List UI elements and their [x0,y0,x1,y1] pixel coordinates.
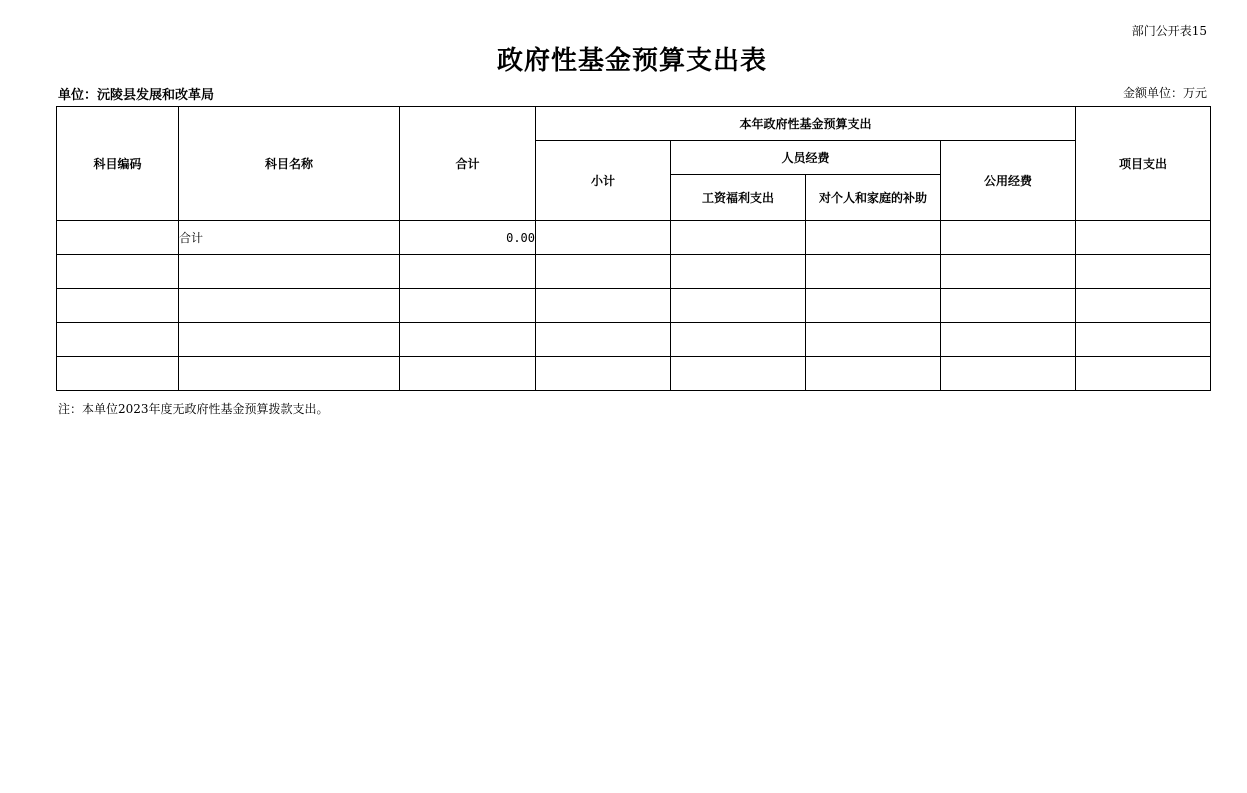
cell-subsidy [806,255,941,289]
table-row [57,357,1211,391]
cell-code [57,323,179,357]
cell-subsidy [806,289,941,323]
header-current-year-expense: 本年政府性基金预算支出 [536,107,1076,141]
cell-project [1076,357,1211,391]
cell-subsidy [806,357,941,391]
cell-total [400,357,536,391]
cell-total [400,323,536,357]
header-public-expense: 公用经费 [941,141,1076,221]
cell-name [179,289,400,323]
cell-project [1076,323,1211,357]
cell-code [57,221,179,255]
cell-code [57,255,179,289]
cell-total [400,289,536,323]
table-row [57,255,1211,289]
header-wages-welfare: 工资福利支出 [671,175,806,221]
cell-code [57,289,179,323]
cell-public [941,357,1076,391]
header-personnel-expense: 人员经费 [671,141,941,175]
cell-subtotal [536,357,671,391]
table-row [57,323,1211,357]
budget-table [56,106,1211,391]
table-row [57,289,1211,323]
unit-label: 单位：沅陵县发展和改革局 [58,88,215,103]
cell-public [941,289,1076,323]
cell-name [179,323,400,357]
cell-project [1076,289,1211,323]
table-row [57,221,1211,255]
header-project-expense: 项目支出 [1076,107,1211,221]
cell-wages [671,255,806,289]
cell-subtotal [536,289,671,323]
cell-public [941,255,1076,289]
form-number: 部门公开表15 [1131,24,1207,38]
cell-name: 合计 [179,221,400,255]
cell-subtotal [536,323,671,357]
cell-name [179,255,400,289]
header-subject-name: 科目名称 [179,107,400,221]
cell-wages [671,221,806,255]
cell-wages [671,289,806,323]
cell-total: 0.00 [400,221,536,255]
page-title: 政府性基金预算支出表 [496,46,767,76]
cell-subtotal [536,255,671,289]
cell-wages [671,323,806,357]
header-subject-code: 科目编码 [57,107,179,221]
header-subtotal: 小计 [536,141,671,221]
cell-subsidy [806,221,941,255]
cell-project [1076,221,1211,255]
cell-name [179,357,400,391]
cell-public [941,323,1076,357]
money-unit-label: 金额单位：万元 [1122,86,1207,100]
cell-code [57,357,179,391]
header-individual-family-subsidy: 对个人和家庭的补助 [806,175,941,221]
cell-total [400,255,536,289]
cell-public [941,221,1076,255]
header-total: 合计 [400,107,536,221]
cell-project [1076,255,1211,289]
cell-subtotal [536,221,671,255]
cell-wages [671,357,806,391]
footnote: 注：本单位2023年度无政府性基金预算拨款支出。 [58,402,329,416]
cell-subsidy [806,323,941,357]
